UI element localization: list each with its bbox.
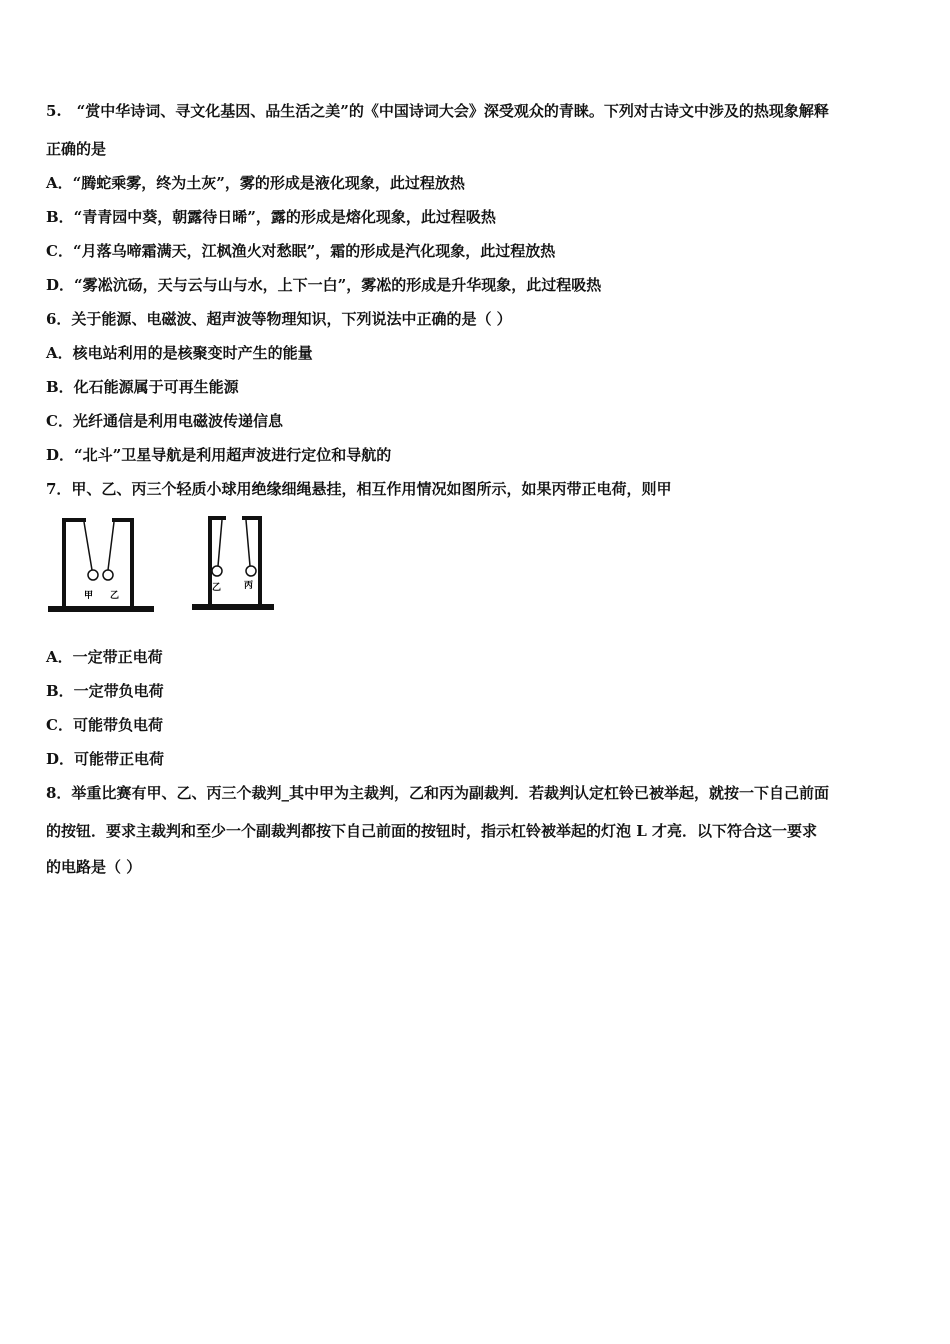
q7-option-c: C．可能带负电荷 — [46, 716, 163, 734]
ball-jia — [88, 570, 98, 580]
q7-figure-repel — [190, 512, 278, 618]
label-bing: 丙 — [244, 581, 254, 591]
q5-option-a: A．“腾蛇乘雾，终为土灰”，雾的形成是液化现象，此过程放热 — [46, 174, 465, 192]
q6-stem: 6．关于能源、电磁波、超声波等物理知识，下列说法中正确的是（ ） — [46, 310, 512, 328]
q6-option-a: A．核电站利用的是核聚变时产生的能量 — [46, 344, 313, 362]
q8-stem-line1: 8．举重比赛有甲、乙、丙三个裁判_其中甲为主裁判，乙和丙为副裁判．若裁判认定杠铃已被举起，就按一下自己前面 — [46, 784, 829, 802]
ball-yi — [212, 566, 222, 576]
q5-option-d: D．“雾凇沆砀，天与云与山与水，上下一白”，雾凇的形成是升华现象，此过程吸热 — [46, 276, 602, 294]
q7-stem: 7．甲、乙、丙三个轻质小球用绝缘细绳悬挂，相互作用情况如图所示，如果丙带正电荷，则甲 — [46, 480, 672, 498]
q5-stem-line1: 5. “赏中华诗词、寻文化基因、品生活之美”的《中国诗词大会》深受观众的青睐。下列对古诗文中涉及的热现象解释 — [46, 102, 829, 120]
q7-option-b: B．一定带负电荷 — [46, 682, 164, 700]
q6-option-b: B．化石能源属于可再生能源 — [46, 378, 239, 396]
q7-option-a: A．一定带正电荷 — [46, 648, 163, 666]
q8-stem-line3: 的电路是（ ） — [46, 858, 142, 876]
label-yi: 乙 — [212, 583, 222, 593]
q7-figure-attract — [46, 514, 158, 618]
q6-option-d: D．“北斗”卫星导航是利用超声波进行定位和导航的 — [46, 446, 392, 464]
ball-yi — [103, 570, 113, 580]
q8-stem-line2: 的按钮．要求主裁判和至少一个副裁判都按下自己前面的按钮时，指示杠铃被举起的灯泡 L 才亮．以下符合这一要求 — [46, 822, 817, 840]
label-jia: 甲 — [84, 591, 94, 601]
q6-option-c: C．光纤通信是利用电磁波传递信息 — [46, 412, 283, 430]
q5-option-b: B．“青青园中葵，朝露待日晞”，露的形成是熔化现象，此过程吸热 — [46, 208, 496, 226]
ball-bing — [246, 566, 256, 576]
q7-option-d: D．可能带正电荷 — [46, 750, 165, 768]
q5-stem-line2: 正确的是 — [46, 140, 107, 158]
label-yi: 乙 — [110, 591, 120, 601]
q5-option-c: C．“月落乌啼霜满天，江枫渔火对愁眠”，霜的形成是汽化现象，此过程放热 — [46, 242, 556, 260]
